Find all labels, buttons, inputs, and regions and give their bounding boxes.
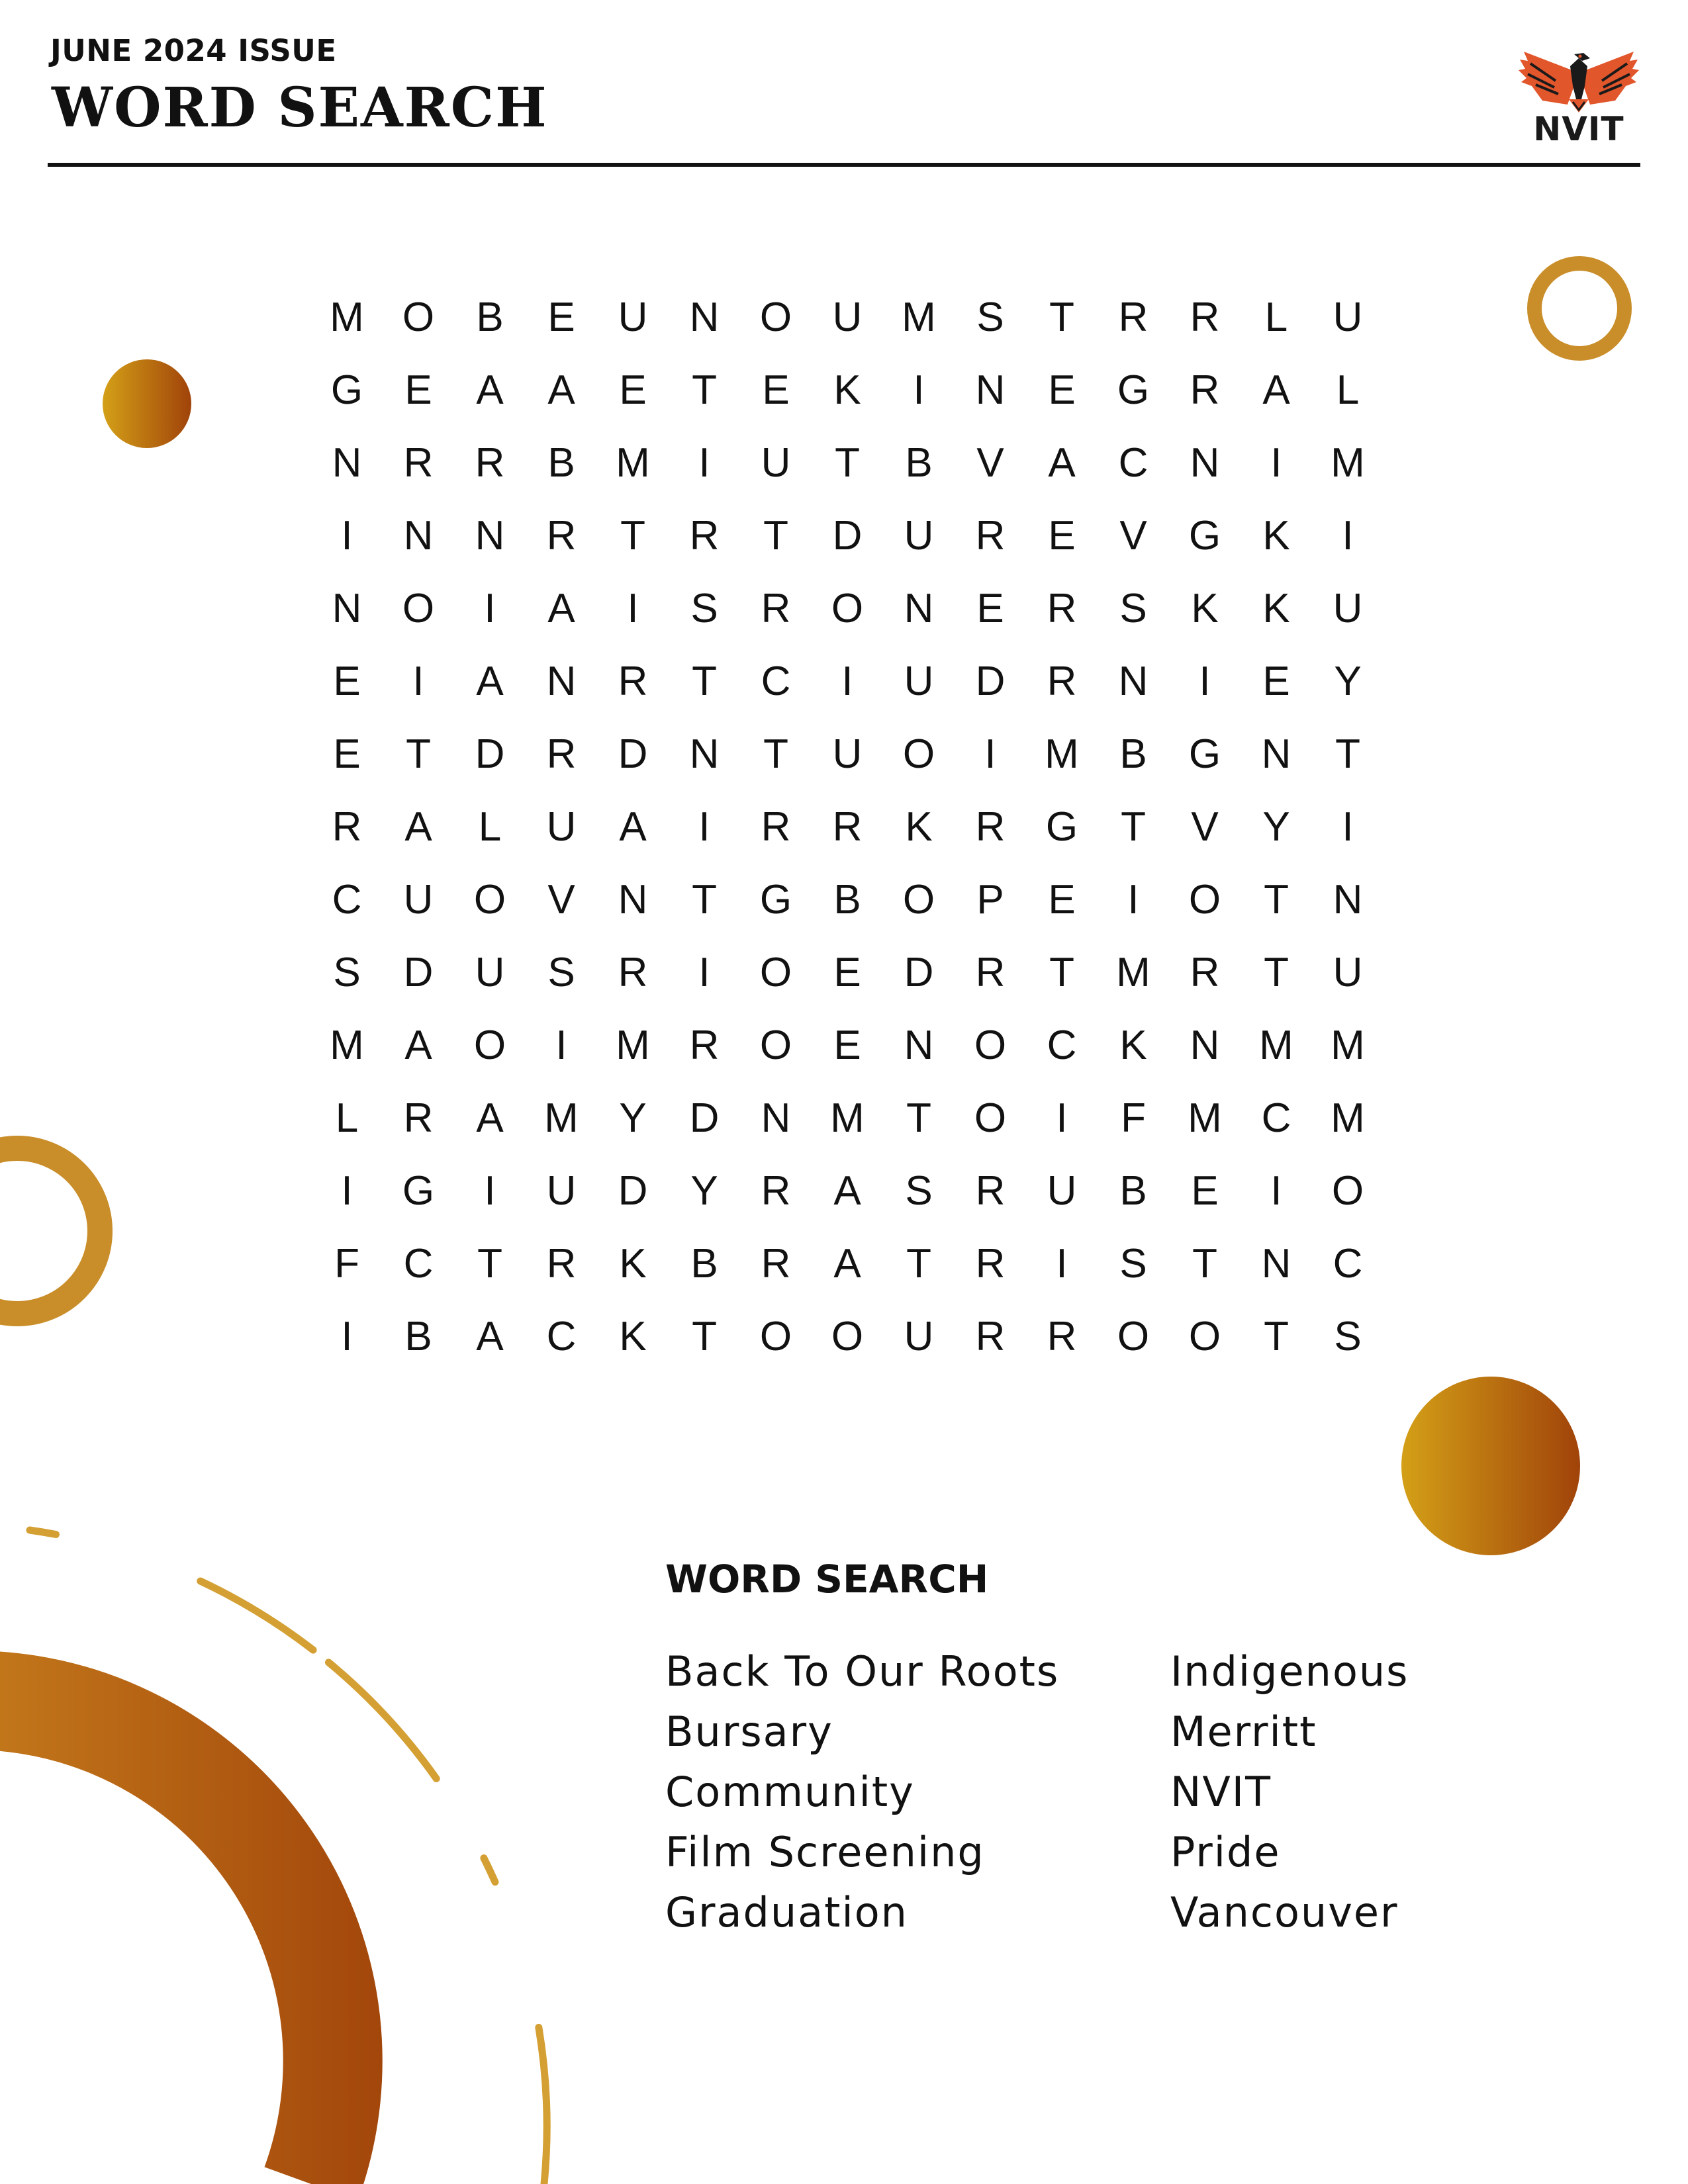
grid-letter: K <box>619 1314 647 1359</box>
grid-letter: U <box>475 950 505 995</box>
grid-letter: T <box>835 440 860 486</box>
grid-letter: R <box>975 950 1006 995</box>
grid-letter: T <box>692 659 717 704</box>
grid-letter: E <box>1191 1168 1219 1214</box>
grid-letter: A <box>833 1241 861 1287</box>
grid-letter: S <box>905 1168 933 1214</box>
grid-letter: A <box>404 1023 432 1068</box>
grid-letter: T <box>620 513 645 559</box>
grid-letter: R <box>618 659 648 704</box>
grid-letter: R <box>975 1241 1006 1287</box>
grid-letter: C <box>1118 440 1149 486</box>
grid-letter: P <box>976 877 1004 923</box>
grid-letter: B <box>547 440 575 486</box>
grid-letter: B <box>1119 731 1147 777</box>
grid-letter: O <box>902 877 935 923</box>
grid-letter: M <box>616 1023 650 1068</box>
grid-letter: R <box>1118 295 1149 340</box>
word-item: Indigenous <box>1170 1647 1409 1696</box>
grid-letter: D <box>618 1168 648 1214</box>
grid-letter: T <box>1335 731 1360 777</box>
grid-letter: I <box>698 950 710 995</box>
grid-letter: M <box>1045 731 1079 777</box>
grid-letter: A <box>547 367 575 413</box>
grid-letter: I <box>1199 659 1211 704</box>
grid-letter: O <box>759 1314 792 1359</box>
grid-letter: F <box>1121 1095 1146 1141</box>
grid-letter: A <box>476 367 504 413</box>
word-item: Graduation <box>665 1888 908 1936</box>
grid-letter: K <box>1191 586 1219 631</box>
grid-letter: U <box>546 804 577 850</box>
grid-letter: A <box>833 1168 861 1214</box>
grid-letter: O <box>1117 1314 1150 1359</box>
word-list-column-1 <box>665 1641 1059 1942</box>
grid-letter: A <box>476 659 504 704</box>
grid-letter: Y <box>619 1095 647 1141</box>
grid-letter: S <box>1119 1241 1147 1287</box>
grid-letter: T <box>1264 877 1289 923</box>
grid-letter: I <box>698 804 710 850</box>
grid-letter: I <box>841 659 853 704</box>
grid-letter: G <box>1117 367 1150 413</box>
grid-row <box>311 1019 1383 1092</box>
grid-letter: M <box>1188 1095 1222 1141</box>
grid-letter: B <box>905 440 933 486</box>
grid-letter: T <box>906 1241 931 1287</box>
grid-letter: N <box>1261 731 1291 777</box>
grid-letter: K <box>833 367 861 413</box>
grid-row <box>311 655 1383 728</box>
grid-letter: C <box>1261 1095 1291 1141</box>
grid-letter: I <box>913 367 925 413</box>
grid-letter: Y <box>690 1168 718 1214</box>
word-item: Pride <box>1170 1828 1281 1876</box>
grid-letter: T <box>906 1095 931 1141</box>
grid-letter: S <box>333 950 361 995</box>
grid-row <box>311 1092 1383 1165</box>
grid-letter: M <box>330 1023 364 1068</box>
grid-letter: I <box>1056 1241 1068 1287</box>
grid-letter: R <box>618 950 648 995</box>
grid-letter: U <box>403 877 434 923</box>
grid-letter: I <box>1342 513 1354 559</box>
word-item: Film Screening <box>665 1828 985 1876</box>
grid-letter: S <box>690 586 718 631</box>
grid-letter: U <box>1333 950 1363 995</box>
grid-letter: I <box>412 659 424 704</box>
grid-row <box>311 1238 1383 1310</box>
word-item: NVIT <box>1170 1768 1272 1816</box>
grid-letter: T <box>1264 950 1289 995</box>
grid-row <box>311 874 1383 946</box>
word-item: Merritt <box>1170 1707 1317 1756</box>
grid-letter: R <box>1190 950 1220 995</box>
grid-letter: V <box>547 877 575 923</box>
grid-letter: I <box>627 586 639 631</box>
grid-row <box>311 582 1383 655</box>
grid-letter: S <box>547 950 575 995</box>
grid-letter: I <box>1342 804 1354 850</box>
grid-letter: E <box>762 367 790 413</box>
grid-letter: K <box>1262 586 1290 631</box>
grid-letter: E <box>1048 367 1076 413</box>
grid-letter: T <box>1192 1241 1217 1287</box>
grid-letter: R <box>1190 295 1220 340</box>
word-item: Vancouver <box>1170 1888 1399 1936</box>
grid-letter: R <box>475 440 505 486</box>
grid-letter: R <box>832 804 863 850</box>
grid-letter: R <box>761 1168 791 1214</box>
grid-letter: G <box>1188 513 1221 559</box>
grid-letter: S <box>1119 586 1147 631</box>
grid-letter: U <box>546 1168 577 1214</box>
nvit-logo <box>1516 46 1642 152</box>
grid-letter: R <box>761 1241 791 1287</box>
grid-letter: O <box>1188 1314 1221 1359</box>
grid-letter: O <box>831 1314 864 1359</box>
grid-letter: I <box>484 586 496 631</box>
grid-letter: D <box>975 659 1006 704</box>
grid-row <box>311 1165 1383 1238</box>
grid-letter: N <box>1333 877 1363 923</box>
grid-letter: U <box>618 295 648 340</box>
grid-letter: R <box>546 1241 577 1287</box>
grid-letter: M <box>830 1095 865 1141</box>
grid-letter: R <box>403 440 434 486</box>
grid-letter: M <box>1331 1095 1365 1141</box>
grid-letter: R <box>1047 659 1077 704</box>
dot-top-left <box>103 359 191 448</box>
grid-letter: V <box>1191 804 1219 850</box>
grid-row <box>311 1310 1383 1383</box>
grid-row <box>311 510 1383 582</box>
grid-letter: O <box>473 877 506 923</box>
grid-letter: R <box>689 1023 720 1068</box>
dot-right <box>1401 1377 1580 1555</box>
grid-letter: R <box>1047 586 1077 631</box>
grid-letter: E <box>1262 659 1290 704</box>
word-search-grid <box>311 291 1383 1383</box>
word-list-title: WORD SEARCH <box>665 1557 989 1602</box>
grid-letter: D <box>832 513 863 559</box>
thunderbird-icon <box>1516 46 1642 113</box>
grid-letter: I <box>341 1314 353 1359</box>
grid-letter: A <box>547 586 575 631</box>
grid-letter: D <box>618 731 648 777</box>
grid-letter: R <box>975 1168 1006 1214</box>
grid-letter: R <box>975 804 1006 850</box>
grid-letter: R <box>546 513 577 559</box>
word-item: Community <box>665 1768 915 1816</box>
grid-letter: M <box>544 1095 579 1141</box>
grid-letter: U <box>904 1314 934 1359</box>
grid-row <box>311 801 1383 874</box>
grid-letter: U <box>904 659 934 704</box>
grid-letter: T <box>1264 1314 1289 1359</box>
grid-letter: N <box>546 659 577 704</box>
grid-letter: E <box>1048 513 1076 559</box>
grid-letter: N <box>904 586 934 631</box>
grid-letter: I <box>1056 1095 1068 1141</box>
grid-letter: L <box>478 804 502 850</box>
grid-letter: G <box>759 877 792 923</box>
grid-letter: D <box>689 1095 720 1141</box>
grid-letter: O <box>974 1095 1007 1141</box>
grid-letter: B <box>833 877 861 923</box>
grid-row <box>311 291 1383 364</box>
grid-letter: A <box>404 804 432 850</box>
grid-letter: U <box>1333 586 1363 631</box>
grid-letter: E <box>547 295 575 340</box>
grid-letter: D <box>475 731 505 777</box>
grid-letter: E <box>976 586 1004 631</box>
grid-letter: I <box>1270 440 1282 486</box>
grid-letter: N <box>475 513 505 559</box>
grid-letter: R <box>975 513 1006 559</box>
grid-letter: N <box>1261 1241 1291 1287</box>
grid-letter: S <box>976 295 1004 340</box>
grid-letter: E <box>619 367 647 413</box>
grid-letter: T <box>406 731 431 777</box>
grid-letter: G <box>402 1168 435 1214</box>
grid-letter: I <box>984 731 996 777</box>
grid-letter: B <box>404 1314 432 1359</box>
grid-letter: M <box>1116 950 1150 995</box>
grid-letter: T <box>763 731 788 777</box>
word-list-column-2 <box>1170 1641 1409 1942</box>
arc-bottom-left <box>0 1700 333 2184</box>
issue-label: JUNE 2024 ISSUE <box>50 33 337 68</box>
grid-letter: T <box>477 1241 502 1287</box>
grid-letter: N <box>761 1095 791 1141</box>
grid-letter: R <box>1190 367 1220 413</box>
grid-letter: M <box>1331 440 1365 486</box>
grid-letter: A <box>1048 440 1076 486</box>
grid-letter: O <box>759 950 792 995</box>
grid-letter: K <box>1119 1023 1147 1068</box>
grid-letter: N <box>689 295 720 340</box>
grid-letter: A <box>619 804 647 850</box>
grid-letter: C <box>1333 1241 1363 1287</box>
grid-letter: R <box>1047 1314 1077 1359</box>
grid-letter: Y <box>1334 659 1362 704</box>
grid-letter: I <box>1127 877 1139 923</box>
grid-letter: N <box>1118 659 1149 704</box>
page-title: WORD SEARCH <box>52 76 548 140</box>
grid-letter: B <box>1119 1168 1147 1214</box>
grid-letter: D <box>904 950 934 995</box>
grid-letter: T <box>1049 950 1074 995</box>
grid-letter: M <box>330 295 364 340</box>
grid-letter: G <box>1188 731 1221 777</box>
grid-letter: G <box>1045 804 1078 850</box>
grid-letter: O <box>473 1023 506 1068</box>
word-item: Bursary <box>665 1707 833 1756</box>
grid-letter: N <box>689 731 720 777</box>
grid-letter: B <box>476 295 504 340</box>
grid-letter: O <box>759 295 792 340</box>
grid-letter: I <box>341 1168 353 1214</box>
grid-letter: O <box>831 586 864 631</box>
grid-letter: O <box>902 731 935 777</box>
grid-letter: V <box>1119 513 1147 559</box>
grid-letter: T <box>692 367 717 413</box>
grid-letter: I <box>484 1168 496 1214</box>
grid-letter: N <box>618 877 648 923</box>
grid-letter: N <box>904 1023 934 1068</box>
grid-letter: F <box>334 1241 359 1287</box>
grid-letter: M <box>1259 1023 1293 1068</box>
grid-letter: L <box>335 1095 359 1141</box>
grid-letter: K <box>619 1241 647 1287</box>
grid-letter: I <box>555 1023 567 1068</box>
grid-letter: R <box>761 804 791 850</box>
grid-letter: I <box>1270 1168 1282 1214</box>
grid-letter: E <box>833 1023 861 1068</box>
grid-letter: E <box>833 950 861 995</box>
grid-letter: C <box>332 877 362 923</box>
grid-letter: A <box>1262 367 1290 413</box>
grid-letter: L <box>1264 295 1288 340</box>
grid-row <box>311 437 1383 510</box>
header-divider <box>48 163 1640 167</box>
grid-letter: R <box>975 1314 1006 1359</box>
grid-letter: V <box>976 440 1004 486</box>
grid-letter: O <box>402 586 435 631</box>
grid-letter: K <box>905 804 933 850</box>
grid-letter: T <box>692 1314 717 1359</box>
grid-letter: C <box>761 659 791 704</box>
grid-letter: C <box>1047 1023 1077 1068</box>
grid-letter: E <box>333 731 361 777</box>
grid-letter: T <box>1121 804 1146 850</box>
grid-letter: N <box>975 367 1006 413</box>
grid-letter: T <box>1049 295 1074 340</box>
grid-letter: U <box>761 440 791 486</box>
grid-letter: U <box>832 731 863 777</box>
grid-letter: N <box>1190 1023 1220 1068</box>
grid-letter: E <box>1048 877 1076 923</box>
grid-letter: U <box>1333 295 1363 340</box>
grid-letter: G <box>330 367 363 413</box>
grid-letter: R <box>332 804 362 850</box>
logo-text: NVIT <box>1533 110 1624 148</box>
grid-letter: S <box>1334 1314 1362 1359</box>
grid-letter: N <box>332 586 362 631</box>
grid-letter: T <box>692 877 717 923</box>
grid-letter: K <box>1262 513 1290 559</box>
grid-row <box>311 946 1383 1019</box>
grid-letter: B <box>690 1241 718 1287</box>
grid-letter: L <box>1336 367 1360 413</box>
grid-letter: M <box>616 440 650 486</box>
grid-letter: I <box>698 440 710 486</box>
grid-letter: T <box>763 513 788 559</box>
grid-letter: U <box>832 295 863 340</box>
grid-letter: N <box>403 513 434 559</box>
grid-letter: A <box>476 1095 504 1141</box>
grid-letter: E <box>333 659 361 704</box>
grid-letter: O <box>759 1023 792 1068</box>
ring-left-edge <box>0 1148 100 1314</box>
grid-letter: N <box>1190 440 1220 486</box>
grid-letter: R <box>761 586 791 631</box>
grid-letter: C <box>403 1241 434 1287</box>
grid-letter: E <box>404 367 432 413</box>
grid-letter: O <box>1188 877 1221 923</box>
grid-letter: R <box>546 731 577 777</box>
grid-letter: M <box>1331 1023 1365 1068</box>
grid-letter: R <box>689 513 720 559</box>
grid-letter: U <box>1047 1168 1077 1214</box>
grid-letter: N <box>332 440 362 486</box>
grid-letter: C <box>546 1314 577 1359</box>
grid-letter: O <box>1331 1168 1364 1214</box>
grid-letter: Y <box>1262 804 1290 850</box>
grid-letter: O <box>974 1023 1007 1068</box>
grid-letter: M <box>902 295 936 340</box>
grid-letter: D <box>403 950 434 995</box>
word-item: Back To Our Roots <box>665 1647 1060 1696</box>
grid-letter: A <box>476 1314 504 1359</box>
grid-letter: R <box>403 1095 434 1141</box>
grid-row <box>311 728 1383 801</box>
grid-letter: I <box>341 513 353 559</box>
grid-letter: O <box>402 295 435 340</box>
ring-top-right <box>1534 263 1624 353</box>
grid-letter: U <box>904 513 934 559</box>
grid-row <box>311 364 1383 437</box>
